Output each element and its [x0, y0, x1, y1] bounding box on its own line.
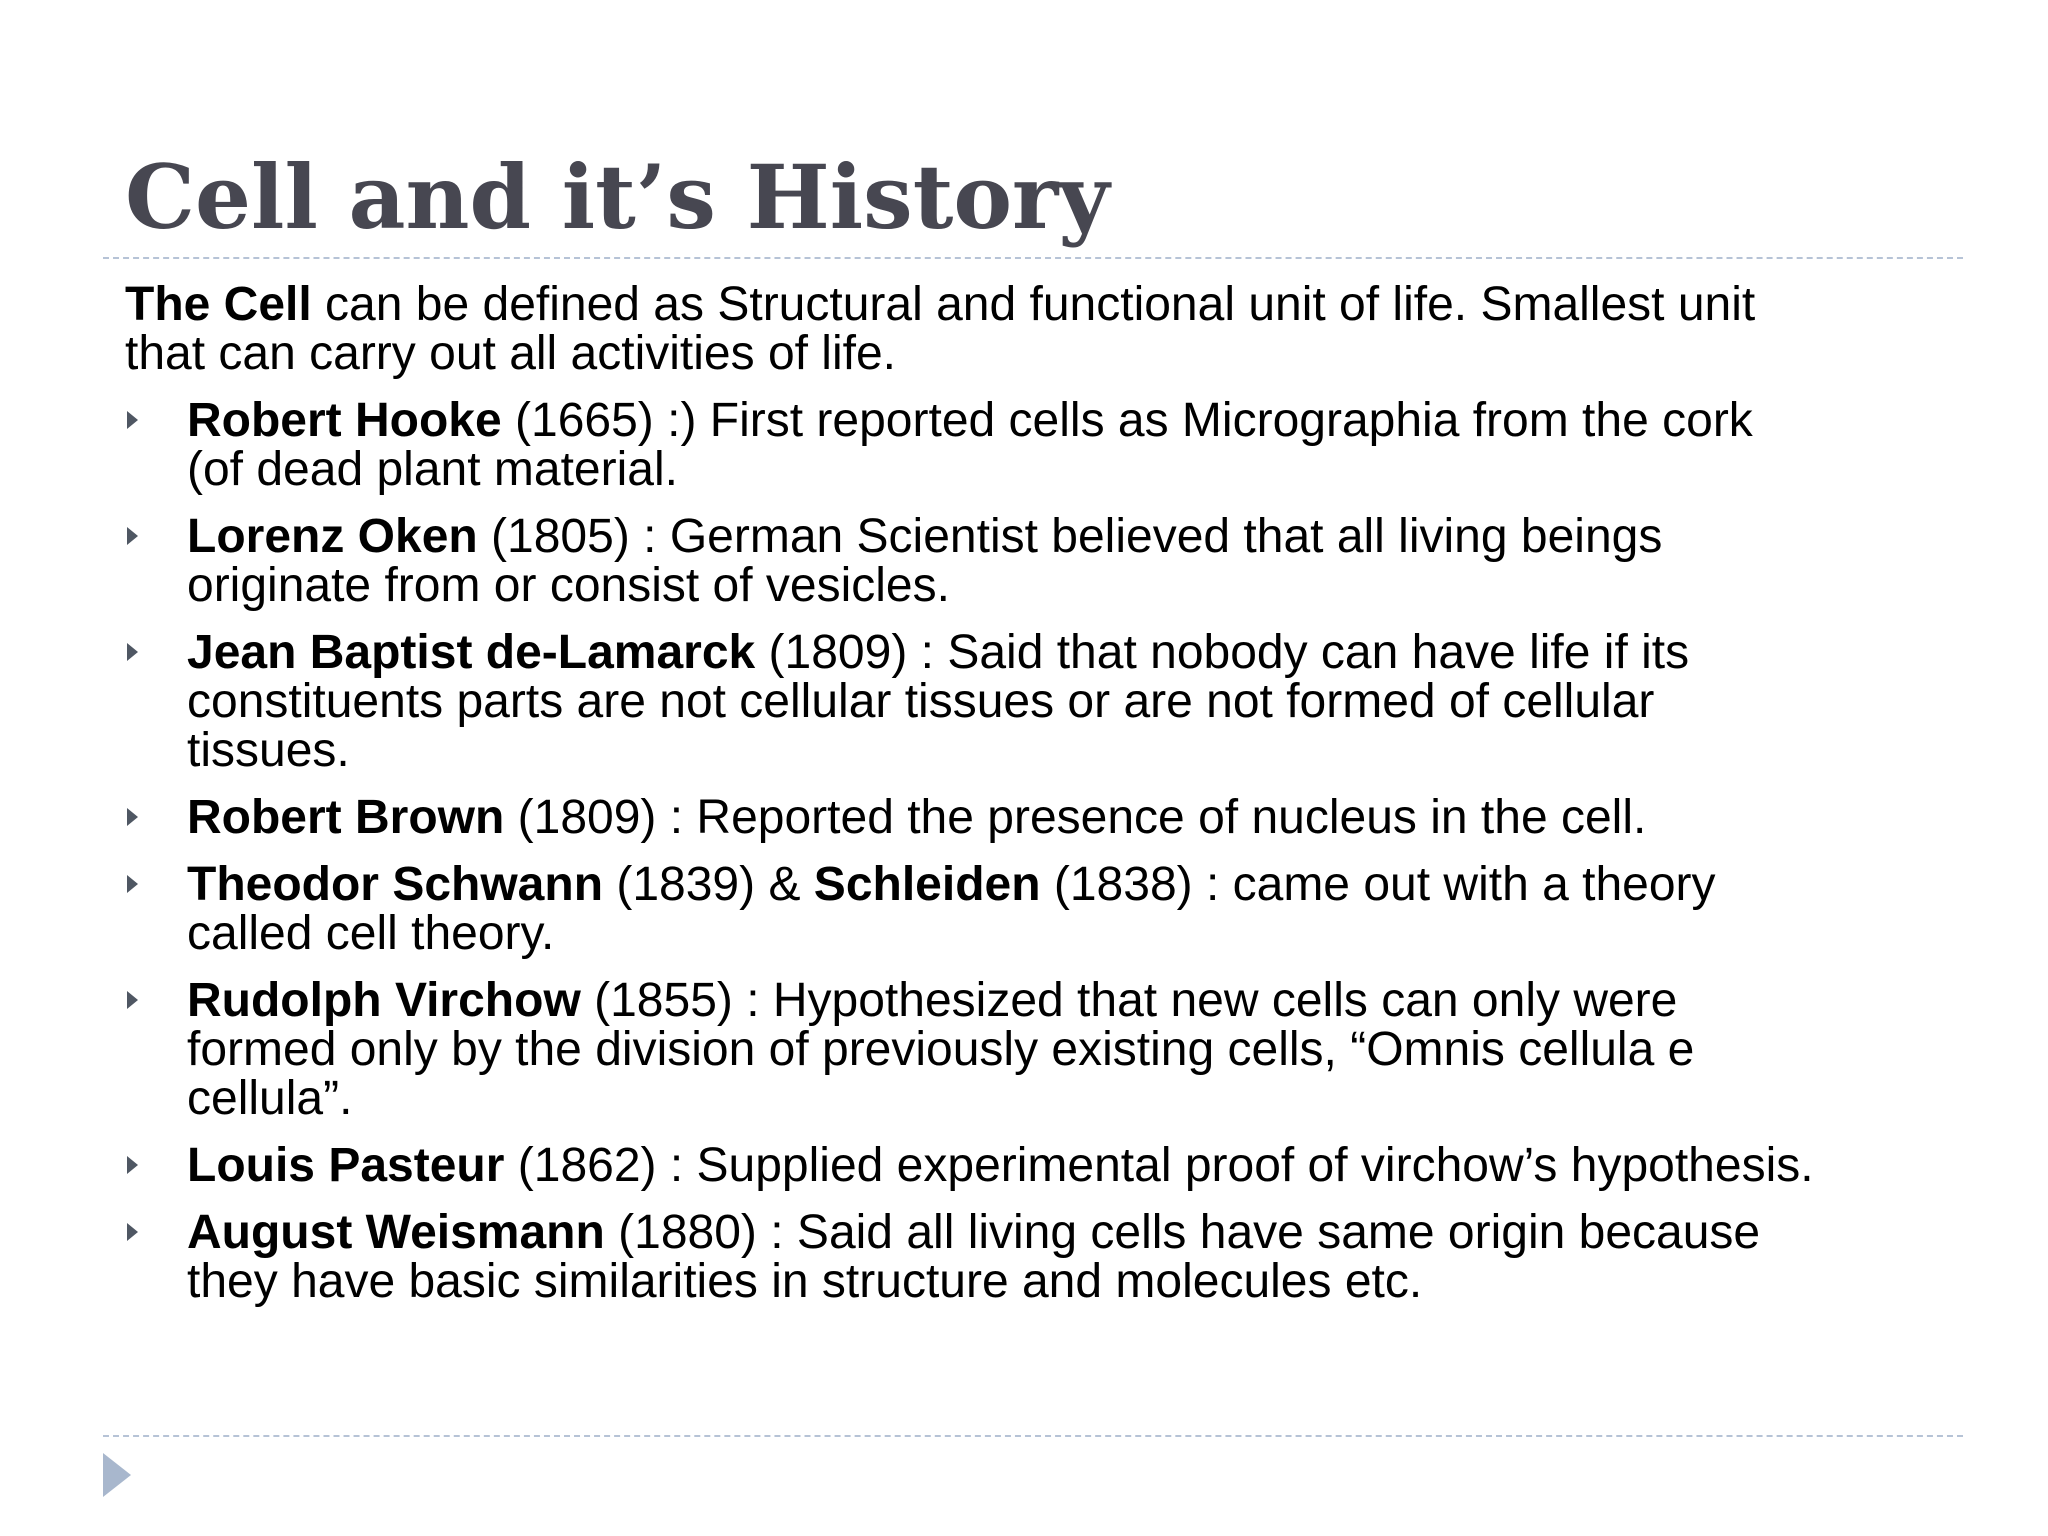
triangle-bullet-icon [127, 1156, 138, 1174]
item-text-mid: (1839) & [603, 858, 814, 911]
item-text: (1880) : Said all living cells have same origin because [604, 1206, 1761, 1259]
triangle-bullet-icon [127, 991, 138, 1009]
item-text: (1855) : Hypothesized that new cells can only were [580, 974, 1678, 1027]
item-line-3: cellula”. [187, 1072, 353, 1125]
intro-term: The Cell [125, 278, 312, 331]
item-line-2: (of dead plant material. [187, 443, 678, 496]
scientist-name: Robert Hooke [187, 394, 502, 447]
title-divider [103, 257, 1963, 259]
item-line-2: called cell theory. [187, 907, 555, 960]
item-line-2: constituents parts are not cellular tissues or are not formed of cellular [187, 675, 1655, 728]
scientist-name: August Weismann [187, 1206, 605, 1259]
slide-title: Cell and it’s History [125, 145, 1110, 249]
item-text: (1665) :) First reported cells as Micrographia from the cork [501, 394, 1753, 447]
item-line-2: formed only by the division of previously existing cells, “Omnis cellula e [187, 1023, 1695, 1076]
item-line-2: originate from or consist of vesicles. [187, 559, 950, 612]
list-item-oken [125, 512, 1955, 610]
slide-body [125, 280, 1955, 1324]
triangle-bullet-icon [127, 875, 138, 893]
item-line-1 [187, 628, 1955, 677]
triangle-bullet-icon [127, 808, 138, 826]
item-line-1 [187, 512, 1955, 561]
list-item-lamarck [125, 628, 1955, 775]
triangle-bullet-icon [127, 411, 138, 429]
item-line-1 [187, 976, 1955, 1025]
list-item-hooke [125, 396, 1955, 494]
scientist-name: Jean Baptist de-Lamarck [187, 626, 756, 679]
scientist-name-2: Schleiden [813, 858, 1041, 911]
item-line-1 [187, 1141, 1955, 1190]
item-line-1 [187, 1208, 1955, 1257]
item-text: (1838) : came out with a theory [1040, 858, 1716, 911]
item-text: (1809) : Said that nobody can have life if its [755, 626, 1690, 679]
intro-paragraph [125, 280, 1955, 378]
triangle-bullet-icon [127, 1223, 138, 1241]
footer-divider [103, 1435, 1963, 1437]
scientist-name: Robert Brown [187, 791, 505, 844]
item-line-3: tissues. [187, 724, 350, 777]
intro-line-1 [125, 278, 1955, 331]
history-list [125, 396, 1955, 1306]
list-item-virchow [125, 976, 1955, 1123]
list-item-pasteur [125, 1141, 1955, 1190]
item-line-1 [187, 793, 1955, 842]
triangle-bullet-icon [127, 527, 138, 545]
triangle-play-icon [103, 1453, 131, 1497]
list-item-schwann-schleiden [125, 860, 1955, 958]
item-line-1 [187, 396, 1955, 445]
intro-line-2: that can carry out all activities of life. [125, 327, 896, 380]
intro-line-1-text: can be defined as Structural and functional unit of life. Smallest unit [311, 278, 1756, 331]
scientist-name: Theodor Schwann [187, 858, 604, 911]
scientist-name: Louis Pasteur [187, 1139, 505, 1192]
item-text: (1862) : Supplied experimental proof of virchow’s hypothesis. [504, 1139, 1814, 1192]
item-text: (1809) : Reported the presence of nucleus in the cell. [504, 791, 1647, 844]
scientist-name: Rudolph Virchow [187, 974, 581, 1027]
triangle-bullet-icon [127, 643, 138, 661]
item-text: (1805) : German Scientist believed that all living beings [477, 510, 1663, 563]
list-item-brown [125, 793, 1955, 842]
scientist-name: Lorenz Oken [187, 510, 478, 563]
item-line-2: they have basic similarities in structure and molecules etc. [187, 1255, 1423, 1308]
list-item-weismann [125, 1208, 1955, 1306]
item-line-1 [187, 860, 1955, 909]
